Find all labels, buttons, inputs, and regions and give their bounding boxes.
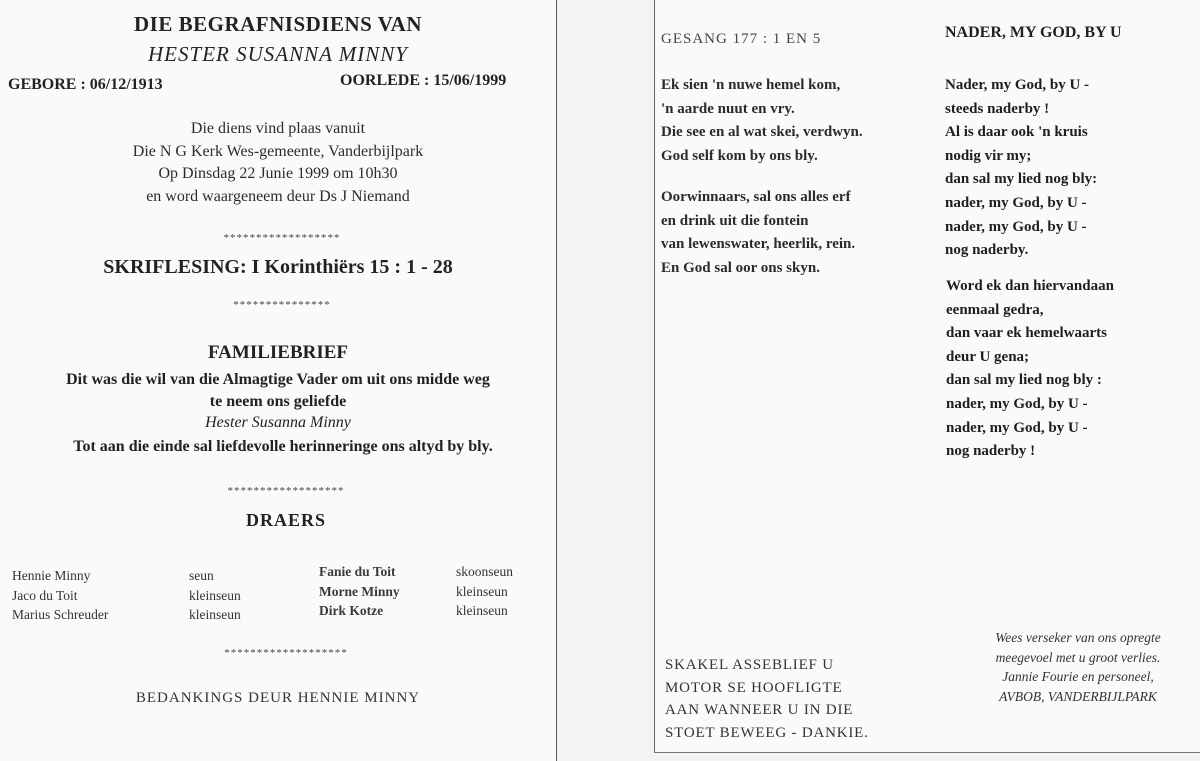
headlights-notice bbox=[665, 654, 869, 744]
verse-line: en drink uit die fontein bbox=[661, 212, 809, 229]
notice-line: AAN WANNEER U IN DIE bbox=[665, 702, 854, 718]
song-line: Word ek dan hiervandaan bbox=[946, 278, 1114, 294]
left-page bbox=[0, 0, 557, 761]
verse-line: Die see en al wat skei, verdwyn. bbox=[661, 124, 863, 141]
song-line: dan sal my lied nog bly: bbox=[945, 171, 1098, 188]
song-line: nog naderby. bbox=[945, 242, 1029, 259]
notice-line: SKAKEL ASSEBLIEF U bbox=[665, 657, 834, 673]
hymn-reference: GESANG 177 : 1 EN 5 bbox=[661, 31, 822, 47]
deceased-name: HESTER SUSANNA MINNY bbox=[148, 42, 408, 66]
verse-line: En God sal oor ons skyn. bbox=[661, 259, 820, 276]
bearer-name: Hennie Minny bbox=[12, 568, 91, 583]
verse-line: Ek sien 'n nuwe hemel kom, bbox=[661, 77, 841, 93]
song-stanza-2 bbox=[946, 275, 1114, 464]
bearers-right-relations bbox=[456, 562, 513, 621]
birth-date: GEBORE : 06/12/1913 bbox=[8, 76, 163, 93]
verse-2 bbox=[661, 186, 855, 280]
divider-stars: ******************* bbox=[224, 647, 348, 659]
sympathy-message bbox=[955, 628, 1200, 706]
thanks-line: BEDANKINGS DEUR HENNIE MINNY bbox=[135, 690, 421, 706]
song-line: eenmaal gedra, bbox=[946, 301, 1044, 318]
death-date: OORLEDE : 15/06/1999 bbox=[340, 72, 507, 89]
notice-line: STOET BEWEEG - DANKIE. bbox=[665, 724, 869, 741]
service-line: Op Dinsdag 22 Junie 1999 om 10h30 bbox=[158, 165, 398, 182]
bearer-name: Jaco du Toit bbox=[12, 587, 78, 603]
sympathy-line: Jannie Fourie en personeel, bbox=[1002, 669, 1154, 684]
divider-stars: ****************** bbox=[227, 485, 345, 497]
hymn-title: NADER, MY GOD, BY U bbox=[945, 24, 1122, 41]
service-title: DIE BEGRAFNISDIENS VAN bbox=[134, 12, 422, 36]
divider-stars: *************** bbox=[233, 299, 331, 311]
letter-heading: FAMILIEBRIEF bbox=[207, 342, 349, 363]
song-line: deur U gena; bbox=[946, 348, 1030, 365]
letter-name: Hester Susanna Minny bbox=[205, 414, 351, 431]
sympathy-line: AVBOB, VANDERBIJLPARK bbox=[999, 688, 1157, 704]
service-details bbox=[0, 118, 556, 208]
bearer-relation: seun bbox=[189, 568, 214, 583]
song-line: nader, my God, by U - bbox=[946, 419, 1088, 436]
bearer-name: Marius Schreuder bbox=[12, 607, 109, 622]
song-line: nader, my God, by U - bbox=[945, 194, 1087, 211]
bearer-name: Fanie du Toit bbox=[319, 564, 396, 579]
bearers-left-relations bbox=[189, 566, 241, 625]
verse-line: Oorwinnaars, sal ons alles erf bbox=[661, 189, 851, 205]
bearer-name: Dirk Kotze bbox=[319, 603, 384, 618]
verse-line: God self kom by ons bly. bbox=[661, 147, 818, 164]
verse-line: 'n aarde nuut en vry. bbox=[661, 100, 795, 117]
letter-line: Tot aan die einde sal liefdevolle herinneringe ons altyd by bly. bbox=[73, 438, 493, 455]
sympathy-line: meegevoel met u groot verlies. bbox=[995, 649, 1161, 665]
service-line: Die N G Kerk Wes-gemeente, Vanderbijlpark bbox=[132, 142, 424, 160]
letter-line: Dit was die wil van die Almagtige Vader om uit ons midde weg bbox=[66, 371, 490, 388]
song-stanza-1 bbox=[945, 74, 1097, 263]
bearer-name: Morne Minny bbox=[319, 583, 400, 599]
bearer-relation: kleinseun bbox=[189, 607, 241, 622]
bearer-relation: kleinseun bbox=[456, 583, 508, 599]
bearer-relation: kleinseun bbox=[456, 603, 508, 618]
scripture-reading: SKRIFLESING: I Korinthiërs 15 : 1 - 28 bbox=[103, 256, 453, 278]
right-page bbox=[654, 0, 1200, 753]
bearers-left-names bbox=[12, 566, 108, 625]
song-line: nader, my God, by U - bbox=[946, 395, 1088, 412]
service-line: Die diens vind plaas vanuit bbox=[190, 120, 366, 137]
notice-line: MOTOR SE HOOFLIGTE bbox=[665, 679, 843, 696]
song-line: steeds naderby ! bbox=[945, 100, 1050, 117]
bearer-relation: skoonseun bbox=[456, 564, 513, 579]
song-line: dan sal my lied nog bly : bbox=[946, 372, 1102, 389]
bearer-relation: kleinseun bbox=[189, 587, 241, 603]
bearers-right-names bbox=[319, 562, 400, 621]
bearers-heading: DRAERS bbox=[245, 510, 326, 530]
song-line: nodig vir my; bbox=[945, 147, 1032, 164]
song-line: Al is daar ook 'n kruis bbox=[945, 124, 1088, 141]
song-line: nog naderby ! bbox=[946, 443, 1036, 460]
song-line: Nader, my God, by U - bbox=[945, 77, 1090, 93]
verse-line: van lewenswater, heerlik, rein. bbox=[661, 236, 856, 253]
verse-1 bbox=[661, 74, 863, 168]
service-line: en word waargeneem deur Ds J Niemand bbox=[146, 187, 410, 205]
song-line: dan vaar ek hemelwaarts bbox=[946, 325, 1107, 342]
divider-stars: ****************** bbox=[223, 232, 341, 244]
letter-line: te neem ons geliefde bbox=[209, 393, 347, 410]
song-line: nader, my God, by U - bbox=[945, 218, 1087, 235]
sympathy-line: Wees verseker van ons opregte bbox=[995, 630, 1161, 645]
